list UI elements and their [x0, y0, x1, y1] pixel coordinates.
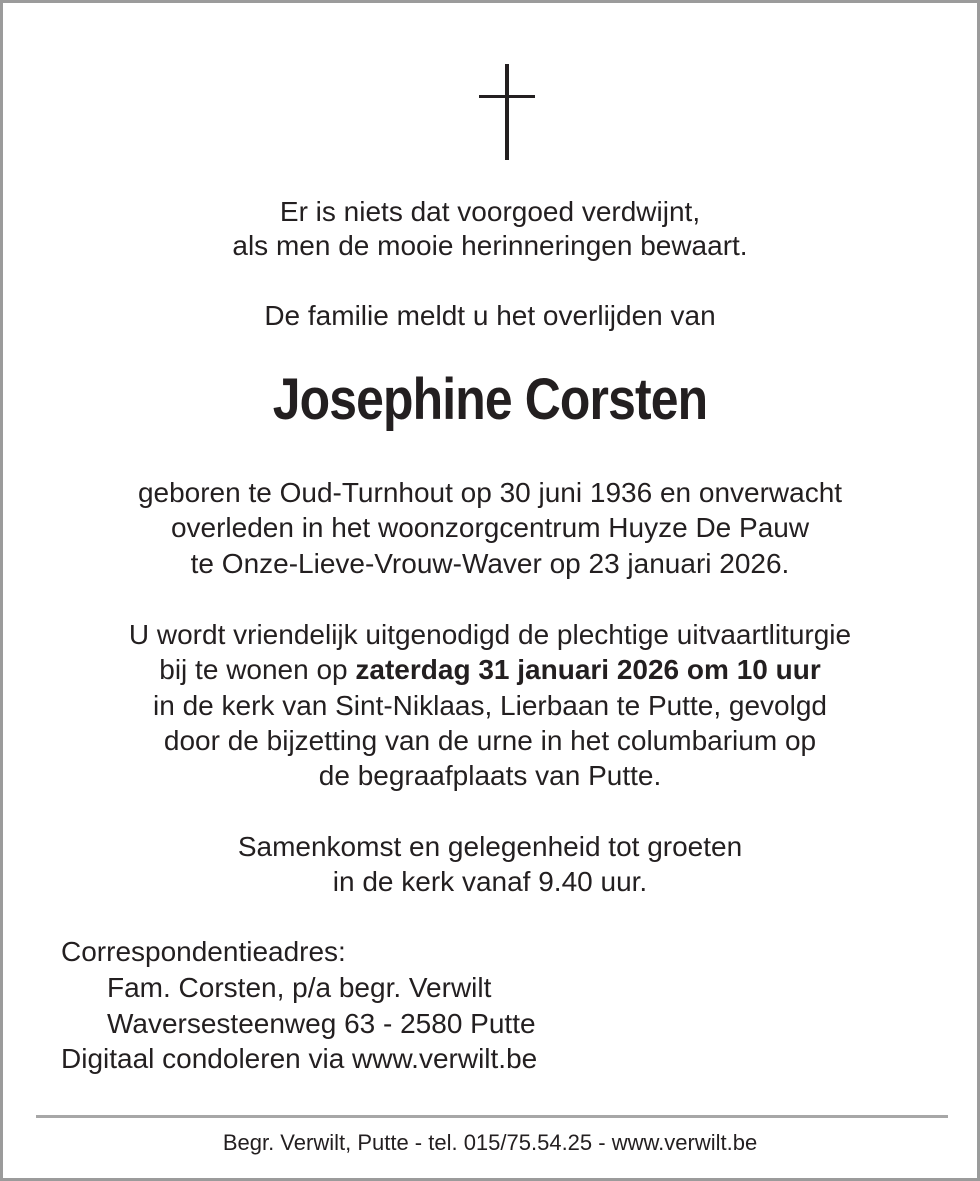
funeral-line-3: in de kerk van Sint-Niklaas, Lierbaan te Putte, gevolgd	[153, 690, 827, 721]
footer-divider	[36, 1115, 948, 1118]
cross-icon	[479, 64, 535, 160]
poem-line-1: Er is niets dat voorgoed verdwijnt,	[279, 196, 701, 227]
funeral-line-2-prefix: bij te wonen op	[159, 654, 356, 685]
poem-line-2: als men de mooie herinneringen bewaart.	[232, 230, 748, 261]
footer-text: Begr. Verwilt, Putte - tel. 015/75.54.25 - www.verwilt.be	[222, 1130, 758, 1155]
funeral-line-2	[3, 653, 977, 687]
birth-death-line-3: te Onze-Lieve-Vrouw-Waver op 23 januari 2026.	[190, 548, 790, 579]
online-condolence-text: Digitaal condoleren via www.verwilt.be	[61, 1043, 538, 1074]
announcement-text: De familie meldt u het overlijden van	[264, 300, 716, 331]
funeral-date-time: zaterdag 31 januari 2026 om 10 uur	[355, 654, 821, 685]
gathering-line-2: in de kerk vanaf 9.40 uur.	[332, 866, 648, 897]
gathering-line-1: Samenkomst en gelegenheid tot groeten	[237, 831, 743, 862]
deceased-name: Josephine Corsten	[272, 367, 708, 432]
funeral-line-1: U wordt vriendelijk uitgenodigd de plechtige uitvaartliturgie	[128, 619, 852, 650]
birth-death-line-2: overleden in het woonzorgcentrum Huyze De Pauw	[170, 512, 810, 543]
funeral-line-5: de begraafplaats van Putte.	[318, 760, 662, 791]
correspondence-address: Waversesteenweg 63 - 2580 Putte	[107, 1008, 536, 1039]
correspondence-label: Correspondentieadres:	[61, 936, 346, 967]
funeral-line-4: door de bijzetting van de urne in het columbarium op	[163, 725, 817, 756]
correspondence-name: Fam. Corsten, p/a begr. Verwilt	[107, 972, 492, 1003]
birth-death-line-1: geboren te Oud-Turnhout op 30 juni 1936 en onverwacht	[137, 477, 843, 508]
